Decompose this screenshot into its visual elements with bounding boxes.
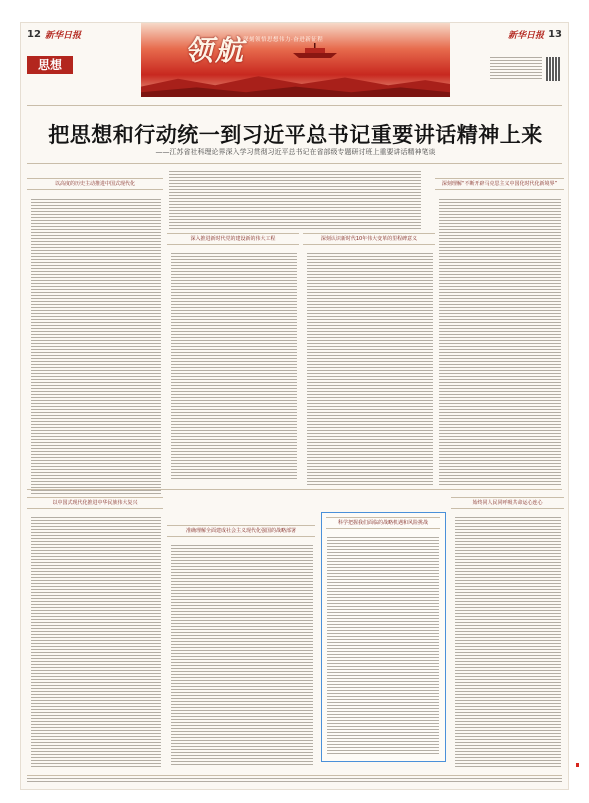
right-page-number: 13 — [548, 29, 562, 40]
article-body — [171, 253, 297, 479]
page-headline: 把思想和行动统一到习近平总书记重要讲话精神上来 — [48, 122, 543, 147]
article-title: 深刻认识新时代10年伟大变革的里程碑意义 — [303, 233, 435, 245]
divider — [27, 489, 562, 490]
article-title: 深刻理解“不断开辟马克思主义中国化时代化新境界” — [435, 178, 564, 190]
masthead-left: 新华日报 — [45, 31, 82, 41]
article-body — [307, 253, 433, 485]
page-subheadline: ——江苏省社科理论界深入学习贯彻习近平总书记在省部级专题研讨班上重要讲话精神笔谈 — [155, 148, 436, 156]
article-body — [327, 537, 439, 755]
article-body — [171, 545, 313, 767]
article-body — [31, 517, 161, 767]
left-page-number: 12 — [27, 29, 41, 40]
newspaper-page — [20, 22, 569, 790]
highlighted-article[interactable] — [321, 512, 446, 762]
article-title: 深入推进新时代党的建设新的伟大工程 — [167, 233, 299, 245]
page-footer — [27, 775, 562, 787]
section-badge: 思想 — [27, 56, 73, 74]
divider — [27, 163, 562, 164]
intro-text — [169, 171, 421, 229]
corner-info — [490, 57, 542, 81]
article-title: 以高度的历史主动推进中国式现代化 — [27, 178, 163, 190]
article-body — [31, 199, 161, 495]
article-title: 始终同人民同呼吸共命运心连心 — [451, 497, 564, 509]
red-boat-icon — [291, 43, 339, 59]
banner-calligraphy: 领航 — [185, 34, 246, 67]
banner — [141, 23, 450, 97]
article-body — [455, 517, 561, 767]
banner-slogan: 深刻领悟思想伟力·奋进新征程 — [243, 37, 324, 43]
article-body — [439, 199, 561, 485]
masthead-right: 新华日报 — [507, 31, 544, 41]
qr-code-icon — [546, 57, 560, 81]
article-title: 准确理解全面建成社会主义现代化强国的战略部署 — [167, 525, 315, 537]
article-title: 科学把握我们面临的战略机遇和风险挑战 — [326, 517, 440, 529]
article-title: 以中国式现代化推进中华民族伟大复兴 — [27, 497, 163, 509]
page-marker — [576, 763, 579, 767]
divider — [27, 105, 562, 106]
